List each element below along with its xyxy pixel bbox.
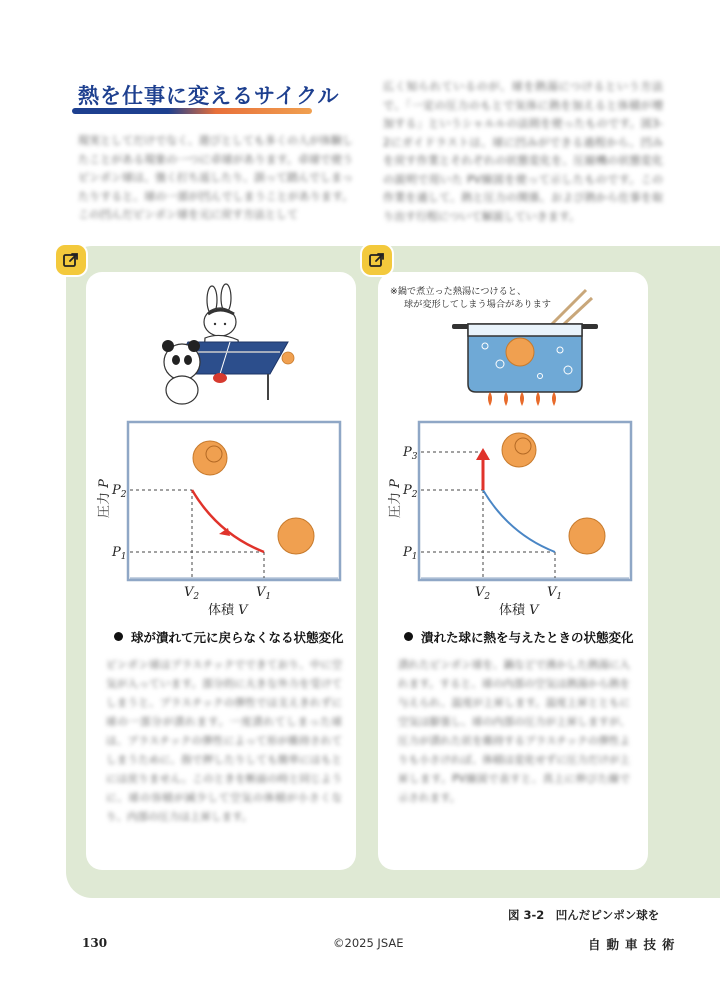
open-external-icon bbox=[62, 251, 80, 269]
dented-ball bbox=[502, 433, 536, 467]
open-external-badge-left[interactable] bbox=[56, 245, 86, 275]
x-axis-label: 体積 V bbox=[499, 603, 539, 618]
intro-paragraph-right: 広く知られているのが、球を熱湯につけるという方法で、「一定の圧力のもとで気体に熱を加えると体積が増加する」というシャルルの法則を使ったものです。図3-2にガイドラストは、球に凹みができる過程から、凹みを戻す作業とそれぞれの状態変化を、圧縮機の状態変化の説明で用いた PV線図を使って示したものです。この作業を通して、熱と圧力の関係、および熱から仕事を取り出す行程について解説していきます。 bbox=[383, 80, 663, 223]
article-title: 熱を仕事に変えるサイクル bbox=[78, 84, 340, 108]
chart-frame bbox=[128, 422, 340, 580]
x-tick-v2: $V_2$ bbox=[184, 585, 200, 602]
chart-title-left: 球が潰れて元に戻らなくなる状態変化 bbox=[114, 628, 344, 646]
x-tick-v1: $V_1$ bbox=[547, 585, 563, 602]
journal-name: 自動車技術 bbox=[588, 937, 681, 952]
open-external-badge-right[interactable] bbox=[362, 245, 392, 275]
copyright: ©2025 JSAE bbox=[333, 936, 404, 950]
pot-note-line1: ※鍋で煮立った熱湯につけると、 bbox=[390, 286, 527, 297]
x-tick-v1: $V_1$ bbox=[256, 585, 272, 602]
y-tick-p3: $P_3$ bbox=[403, 445, 418, 462]
y-axis-label: 圧力 P bbox=[97, 479, 112, 518]
boiling-pot-illustration bbox=[440, 288, 610, 418]
pv-chart-left bbox=[96, 418, 350, 618]
open-external-icon bbox=[368, 251, 386, 269]
figure-caption: 図 3-2 凹んだピンポン球を bbox=[508, 908, 660, 922]
pot-note-line2: 球が変形してしまう場合があります bbox=[404, 299, 551, 310]
round-ball bbox=[569, 518, 605, 554]
y-tick-p1: $P_1$ bbox=[403, 545, 418, 562]
x-tick-v2: $V_2$ bbox=[475, 585, 491, 602]
pv-chart-right bbox=[387, 418, 641, 618]
dented-ball bbox=[193, 441, 227, 475]
y-tick-p2: $P_2$ bbox=[403, 483, 418, 500]
chart-title-right: 潰れた球に熱を与えたときの状態変化 bbox=[404, 628, 634, 646]
x-axis-label: 体積 V bbox=[208, 603, 248, 618]
y-axis-label: 圧力 P bbox=[388, 479, 403, 518]
intro-paragraph-left: 現実としてだけでなく、遊びとしても多くの人が体験したことがある現象の一つに卓球があります。卓球で使うピンポン球は、強く打ち返したり、誤って踏んでしまったりすると、球の一部が凹んでしまうことがあります。この凹んだピンポン球を元に戻す方法として bbox=[78, 134, 353, 221]
ping-pong-illustration bbox=[160, 282, 300, 412]
page-number: 130 bbox=[82, 936, 108, 950]
round-ball bbox=[278, 518, 314, 554]
bullet-icon bbox=[404, 632, 413, 641]
bullet-icon bbox=[114, 632, 123, 641]
panel-right-body: 潰れたピンポン球を、鍋などで沸かした熱湯に入れます。すると、球の内部の空気は熱湯から熱を与えられ、温度が上昇します。温度上昇とともに空気は膨張し、球の内部の圧力が上昇しますが、圧力が潰れた状を維持するプラスチックの弾性よりも小さければ、体積は変化せずに圧力だけが上昇します。PV線図で表すと、真上に伸びた線で示されます。 bbox=[398, 659, 630, 804]
y-tick-p2: $P_2$ bbox=[112, 483, 127, 500]
y-tick-p1: $P_1$ bbox=[112, 545, 127, 562]
title-underline bbox=[72, 108, 312, 114]
panel-left-body: ピンポン球はプラスチックでできており、中に空気が入っています。部分的に大きな外力を受けてしまうと、プラスチックの弾性では支えきれずに球の一部分が潰れます。一度潰れてしまった球は、プラスチックの弾性によって形が維持されてしまうために、指で押したりしても簡単にはもとには戻りません。このときを断面の時と同じように、球の容積が減少して空気の体積が小さくなり、内部の圧力は上昇します。 bbox=[106, 659, 342, 823]
